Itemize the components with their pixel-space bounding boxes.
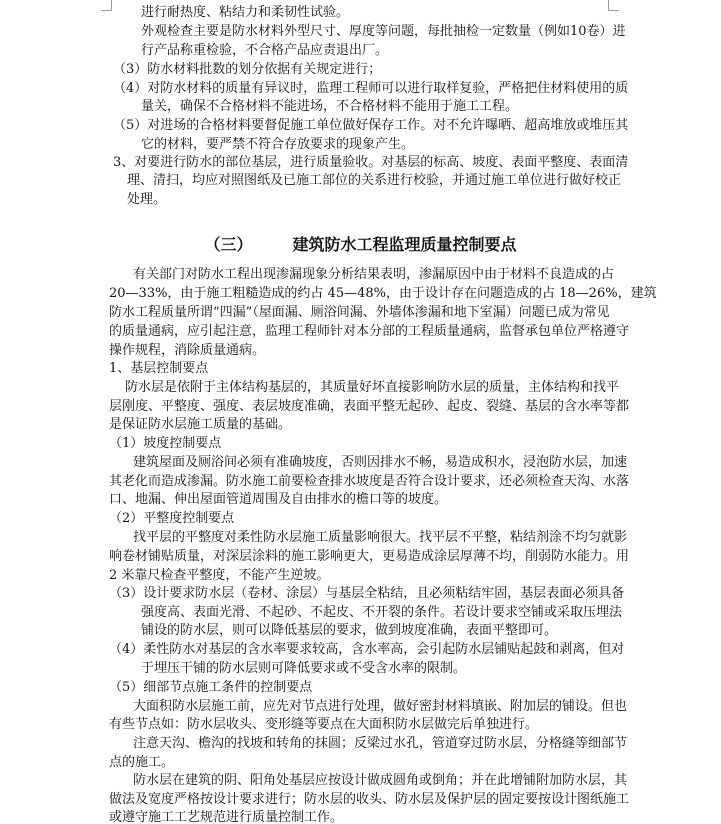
paragraph-line: 注意天沟、檐沟的找坡和转角的抹圆；反梁过水孔，管道穿过防水层，分格缝等细部节 (133, 736, 628, 751)
paragraph-line: 点的施工。 (109, 755, 175, 770)
paragraph-line: 响卷材铺贴质量，对深层涂料的施工影响更大，更易造成涂层厚薄不均，削弱防水能力。用 (109, 549, 630, 564)
paragraph-line: 有些节点如：防水层收头、变形缝等要点在大面积防水层做完后单独进行。 (109, 717, 539, 732)
paragraph-line: 于埋压干铺的防水层则可降低要求或不受含水率的限制。 (141, 661, 467, 676)
paragraph-line: 2 米靠尺检查平整度，不能产生逆坡。 (109, 568, 330, 583)
section-number: （三） (204, 235, 253, 254)
paragraph-line: 找平层的平整度对柔性防水层施工质量影响很大。找平层不平整，粘结剂涂不均匀就影 (133, 530, 628, 545)
paragraph-line: 有关部门对防水工程出现渗漏现象分析结果表明，渗漏原因中由于材料不良造成的占 (133, 267, 615, 282)
subheading: （2）平整度控制要点 (109, 511, 235, 526)
list-item-5: （5）细部节点施工条件的控制要点 (109, 680, 313, 695)
crop-mark-top-left (101, 0, 112, 11)
paragraph-line: 是保证防水层施工质量的基础。 (109, 417, 292, 432)
section-heading (0, 234, 721, 256)
paragraph-line: 口、地漏、伸出屋面管道周围及自由排水的檐口等的坡度。 (109, 492, 448, 507)
paragraph-line: 大面积防水层施工前，应先对节点进行处理，做好密封材料填嵌、附加层的铺设。但也 (133, 699, 628, 714)
paragraph-line: 做法及宽度严格按设计要求进行；防水层的收头、防水层及保护层的固定要按设计图纸施工 (109, 792, 630, 807)
paragraph-line: 外观检查主要是防水材料外型尺寸、厚度等问题，每批抽检一定数量（例如10卷）进 (141, 24, 626, 39)
paragraph-line: 防水层在建筑的阴、阳角处基层应按设计做成圆角或倒角；并在此增铺附加防水层，其 (133, 773, 628, 788)
paragraph-line: 量关，确保不合格材料不能进场，不合格材料不能用于施工工程。 (141, 99, 519, 114)
paragraph-line: 铺设的防水层，则可以降低基层的要求，做到坡度准确，表面平整即可。 (141, 623, 558, 638)
list-item-4: （4）柔性防水对基层的含水率要求较高，含水率高，会引起防水层铺贴起鼓和剥离，但对 (109, 642, 625, 657)
list-item-3: （3）防水材料批数的划分依据有关规定进行； (113, 62, 382, 77)
paragraph-line: 它的材料，要严禁不符合存放要求的现象产生。 (141, 137, 415, 152)
list-item-4: （4）对防水材料的质量有异议时，监理工程师可以进行取样复验，严格把住材料使用的质 (113, 81, 629, 96)
paragraph-line: 或遵守施工工艺规范进行质量控制工作。 (109, 810, 344, 824)
subheading: 1、基层控制要点 (109, 361, 209, 376)
paragraph-line: 的质量通病，应引起注意，监理工程师针对本分部的工程质量通病，监督承包单位严格遵守 (109, 324, 630, 339)
paragraph-line: 防水层是依附于主体结构基层的，其质量好坏直接影响防水层的质量，主体结构和找平 (125, 380, 620, 395)
paragraph-line: 建筑屋面及厕浴间必须有准确坡度，否则因排水不畅，易造成积水，浸泡防水层，加速 (133, 455, 628, 470)
list-item-numbered-3: 3、对要进行防水的部位基层，进行质量验收。对基层的标高、坡度、表面平整度、表面清 (113, 155, 629, 170)
paragraph-line: 行产品称重检验，不合格产品应责退出厂。 (141, 43, 389, 58)
paragraph-line: 处理。 (127, 192, 167, 207)
list-item-5: （5）对进场的合格材料要督促施工单位做好保存工作。对不允许曝晒、超高堆放或堆压其 (113, 118, 629, 133)
list-item-3: （3）设计要求防水层（卷材、涂层）与基层全粘结，且必须粘结牢固，基层表面必须具备 (109, 586, 625, 601)
paragraph-line: 进行耐热度、粘结力和柔韧性试验。 (141, 5, 350, 20)
paragraph-line: 理、清扫，均应对照图纸及已施工部位的关系进行校验，并通过施工单位进行做好校正 (127, 173, 622, 188)
crop-mark-top-right (608, 0, 619, 11)
section-title: 建筑防水工程监理质量控制要点 (292, 235, 517, 254)
paragraph-line: 操作规程，消除质量通病。 (109, 343, 266, 358)
paragraph-line: 强度高、表面光滑、不起砂、不起皮、不开裂的条件。若设计要求空铺或采取压埋法 (141, 605, 623, 620)
paragraph-line: 20—33%，由于施工粗糙造成的约占 45—48%，由于设计存在问题造成的占 18—26%，建筑 (109, 286, 657, 301)
subheading: （1）坡度控制要点 (109, 436, 222, 451)
paragraph-line: 层刚度、平整度、强度、表层坡度准确，表面平整无起砂、起皮、裂缝、基层的含水率等都 (109, 399, 630, 414)
paragraph-line: 防水工程质量所谓“四漏”（屋面漏、厕浴间漏、外墙体渗漏和地下室漏）问题已成为常见 (109, 305, 610, 320)
paragraph-line: 其老化而造成渗漏。防水施工前要检查排水坡度是否符合设计要求，还必须检查天沟、水落 (109, 474, 630, 489)
